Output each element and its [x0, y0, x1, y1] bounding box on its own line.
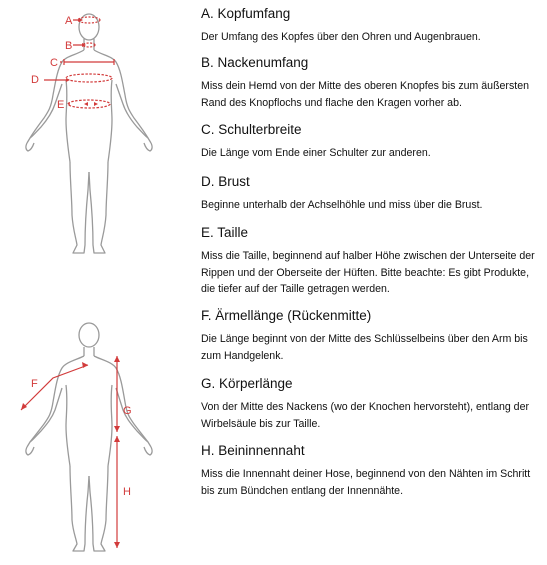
- item-title: H. Beininnennaht: [201, 443, 305, 458]
- label-d: D: [31, 74, 39, 86]
- label-e: E: [57, 99, 65, 111]
- item-description: Die Länge vom Ende einer Schulter zur anderen.: [201, 147, 431, 159]
- item-description: Die Länge beginnt von der Mitte des Schlüsselbeins über den Arm bis zum Handgelenk.: [201, 333, 528, 362]
- item-head-circumference: [201, 6, 541, 46]
- item-chest: [201, 174, 541, 214]
- item-waist: [201, 225, 541, 298]
- measurement-figures: [0, 0, 195, 565]
- item-description: Der Umfang des Kopfes über den Ohren und Augenbrauen.: [201, 31, 481, 43]
- label-b: B: [65, 40, 73, 52]
- front-body-figure: [0, 0, 195, 565]
- item-title: G. Körperlänge: [201, 376, 293, 391]
- item-description: Miss die Innennaht deiner Hose, beginnend von den Nähten im Schritt bis zum Bündchen entlang der Innennähte.: [201, 468, 531, 497]
- label-c: C: [50, 57, 58, 69]
- item-title: D. Brust: [201, 174, 250, 189]
- item-inseam: [201, 443, 541, 499]
- item-title: E. Taille: [201, 225, 249, 240]
- label-a: A: [65, 15, 73, 27]
- item-title: B. Nackenumfang: [201, 55, 309, 70]
- item-sleeve-length: [201, 308, 541, 364]
- item-description: Beginne unterhalb der Achselhöhle und miss über die Brust.: [201, 199, 483, 211]
- item-description: Miss dein Hemd von der Mitte des oberen Knopfes bis zum äußersten Rand des Knopflochs und flache den Kragen vorher ab.: [201, 80, 529, 109]
- label-h: H: [123, 486, 131, 498]
- back-body-figure: [26, 323, 152, 551]
- item-description: Von der Mitte des Nackens (wo der Knochen hervorsteht), entlang der Wirbelsäule bis zur Taille.: [201, 401, 529, 430]
- item-title: C. Schulterbreite: [201, 122, 302, 137]
- item-body-length: [201, 376, 541, 432]
- item-shoulder-width: [201, 122, 541, 162]
- item-neck-circumference: [201, 55, 541, 111]
- item-description: Miss die Taille, beginnend auf halber Höhe zwischen der Unterseite der Rippen und der Oberseite der Hüften. Bitte beachte: Es gibt Produkte, die tiefer auf der Taille getragen werden.: [201, 250, 535, 296]
- item-title: A. Kopfumfang: [201, 6, 291, 21]
- label-f: F: [31, 378, 38, 390]
- label-g: G: [123, 405, 132, 417]
- item-title: F. Ärmellänge (Rückenmitte): [201, 308, 372, 323]
